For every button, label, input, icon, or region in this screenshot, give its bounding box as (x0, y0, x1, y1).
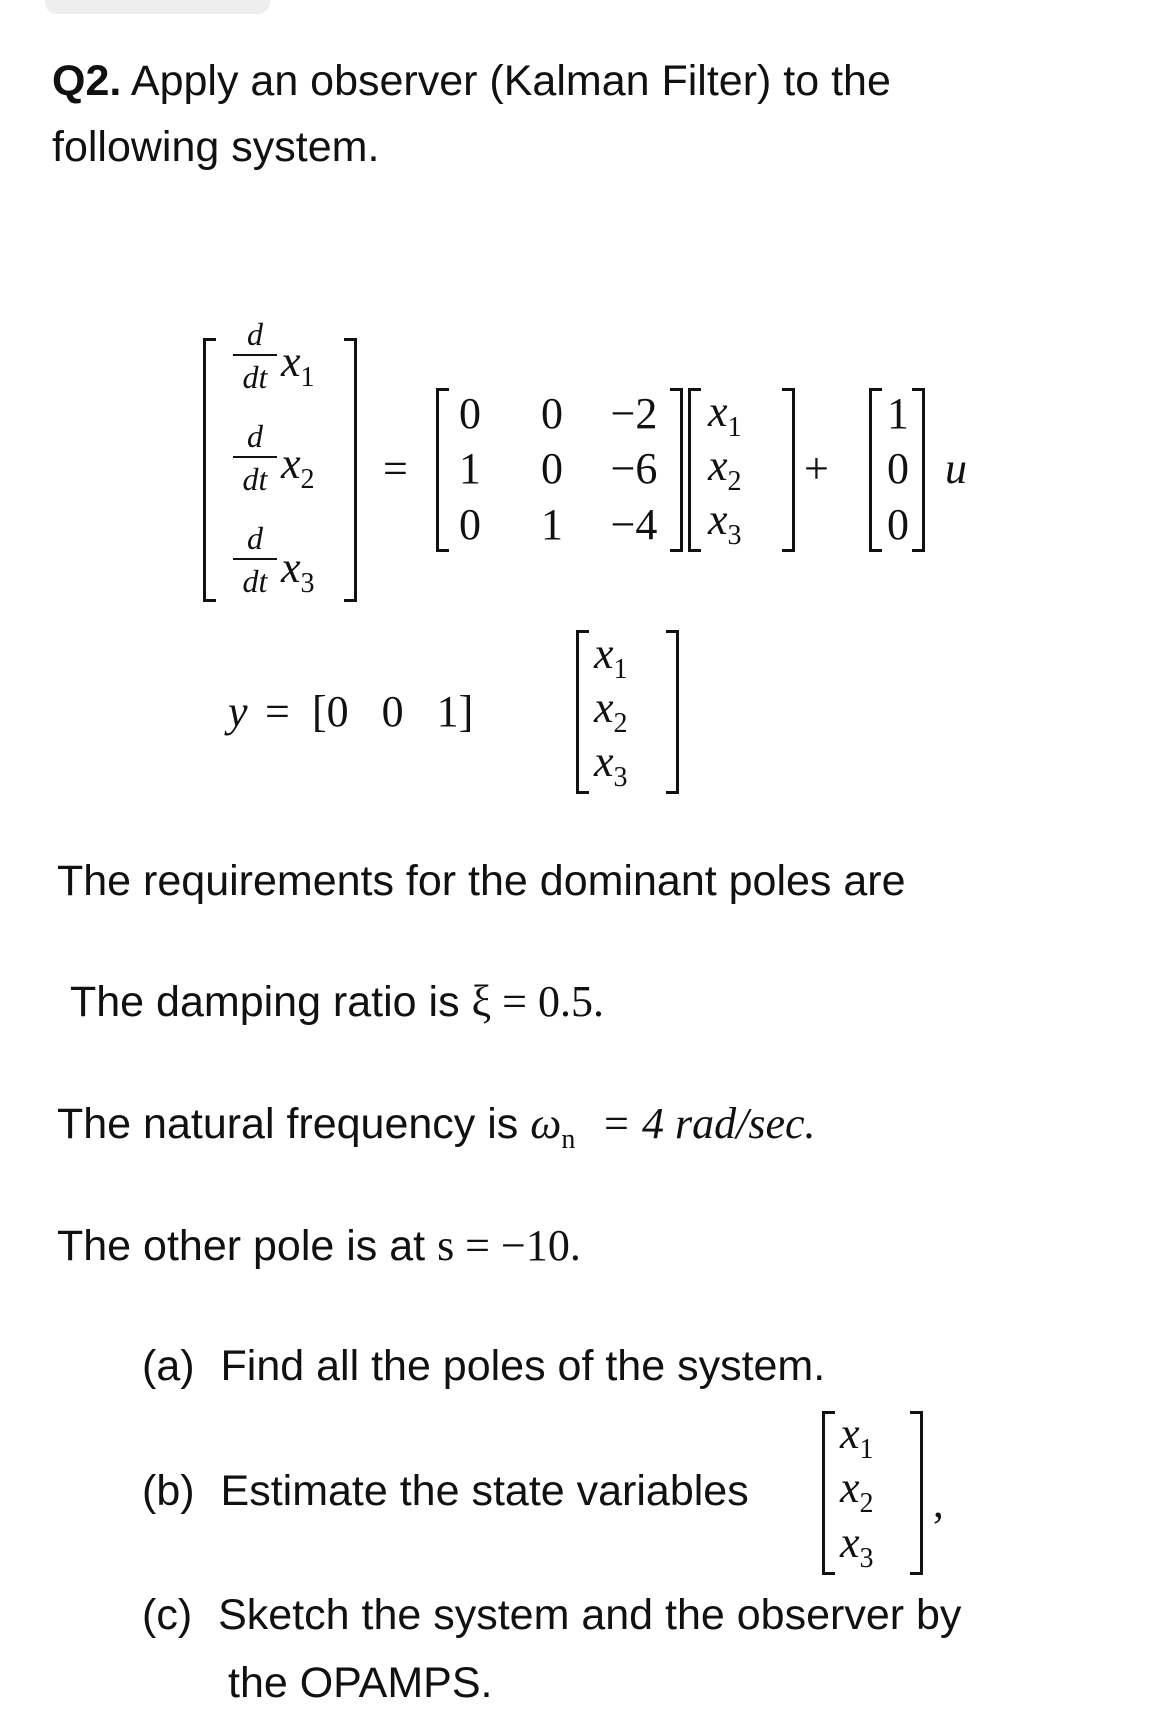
state-equals-sign: = (383, 444, 408, 493)
output-y: y (228, 687, 248, 736)
derivative-numerator: d (247, 316, 263, 352)
question-title-line2: following system. (52, 123, 380, 171)
top-edge-bar (45, 0, 270, 14)
damping-ratio-line (70, 977, 604, 1026)
matrix-a-cell: 0 (541, 444, 563, 493)
state-vector-left-bracket (688, 388, 701, 552)
state-plus-sign: + (804, 444, 829, 493)
matrix-a-cell: 0 (459, 389, 481, 438)
matrix-a-cell: −6 (610, 444, 658, 493)
task-b-comma: , (933, 1480, 944, 1527)
task-b-vector-x3: $x_3$ (840, 1518, 874, 1574)
state-vector-x1: $x_1$ (708, 387, 742, 443)
lhs-right-bracket (344, 338, 357, 602)
task-a-label: (a) (142, 1342, 195, 1390)
requirements-heading: The requirements for the dominant poles are (57, 857, 906, 905)
derivative-denominator: dt (242, 461, 268, 497)
lhs-left-bracket (203, 338, 216, 602)
derivative-operator-2 (233, 420, 277, 495)
matrix-b-cell: 0 (887, 444, 909, 493)
matrix-b-cell: 0 (887, 500, 909, 549)
output-vector-x3: $x_3$ (594, 737, 628, 793)
lhs-state-1: $x_1$ (281, 337, 315, 393)
matrix-b-cell: 1 (887, 389, 909, 438)
lhs-state-3: $x_3$ (281, 543, 315, 599)
state-vector-right-bracket (782, 388, 795, 552)
task-c-text-line1: Sketch the system and the observer by (218, 1591, 962, 1639)
derivative-operator-1 (233, 318, 277, 393)
matrix-a-cell: −2 (610, 389, 658, 438)
derivative-operator-3 (233, 522, 277, 597)
natural-frequency-line (57, 1099, 816, 1155)
other-pole-text: The other pole is at (57, 1222, 426, 1270)
derivative-numerator: d (247, 520, 263, 556)
output-vector-right-bracket (666, 630, 679, 794)
damping-ratio-math: ξ = 0.5. (471, 977, 604, 1026)
lhs-state-2: $x_2$ (281, 439, 315, 495)
input-u: u (945, 444, 967, 493)
task-b-vector-right-bracket (910, 1411, 923, 1575)
task-b (142, 1467, 749, 1515)
task-b-text: Estimate the state variables (220, 1467, 749, 1515)
output-vector-x2: $x_2$ (594, 683, 628, 739)
state-vector-x3: $x_3$ (708, 495, 742, 551)
omega-symbol: $\omega_n$ (530, 1099, 576, 1155)
task-b-vector-x1: $x_1$ (840, 1409, 874, 1465)
matrix-a-left-bracket (436, 388, 449, 552)
derivative-denominator: dt (242, 359, 268, 395)
question-number: Q2. (52, 57, 122, 105)
question-title-text: Apply an observer (Kalman Filter) to the (130, 57, 891, 105)
task-c-label: (c) (142, 1591, 193, 1639)
derivative-numerator: d (247, 418, 263, 454)
matrix-a-cell: −4 (610, 500, 658, 549)
matrix-a-cell: 1 (459, 444, 481, 493)
output-equals-sign: = (265, 687, 290, 736)
task-b-vector-x2: $x_2$ (840, 1463, 874, 1519)
derivative-denominator: dt (242, 563, 268, 599)
state-vector-x2: $x_2$ (708, 441, 742, 497)
question-title-line1 (52, 57, 891, 105)
task-b-label: (b) (142, 1467, 195, 1515)
damping-ratio-text: The damping ratio is (70, 978, 460, 1026)
output-vector-left-bracket (576, 630, 589, 794)
natural-frequency-math: = 4 rad/sec. (601, 1099, 816, 1148)
other-pole-math: s = −10. (437, 1221, 581, 1270)
task-c (142, 1591, 962, 1639)
matrix-c: [0 0 1] (312, 687, 474, 736)
task-a (142, 1342, 826, 1390)
natural-frequency-text: The natural frequency is (57, 1100, 519, 1148)
matrix-a-cell: 1 (541, 500, 563, 549)
task-a-text: Find all the poles of the system. (220, 1342, 826, 1390)
task-c-text-line2: the OPAMPS. (228, 1659, 493, 1707)
other-pole-line (57, 1221, 581, 1270)
task-b-vector-left-bracket (822, 1411, 835, 1575)
matrix-a-cell: 0 (541, 389, 563, 438)
matrix-a-cell: 0 (459, 500, 481, 549)
output-vector-x1: $x_1$ (594, 629, 628, 685)
